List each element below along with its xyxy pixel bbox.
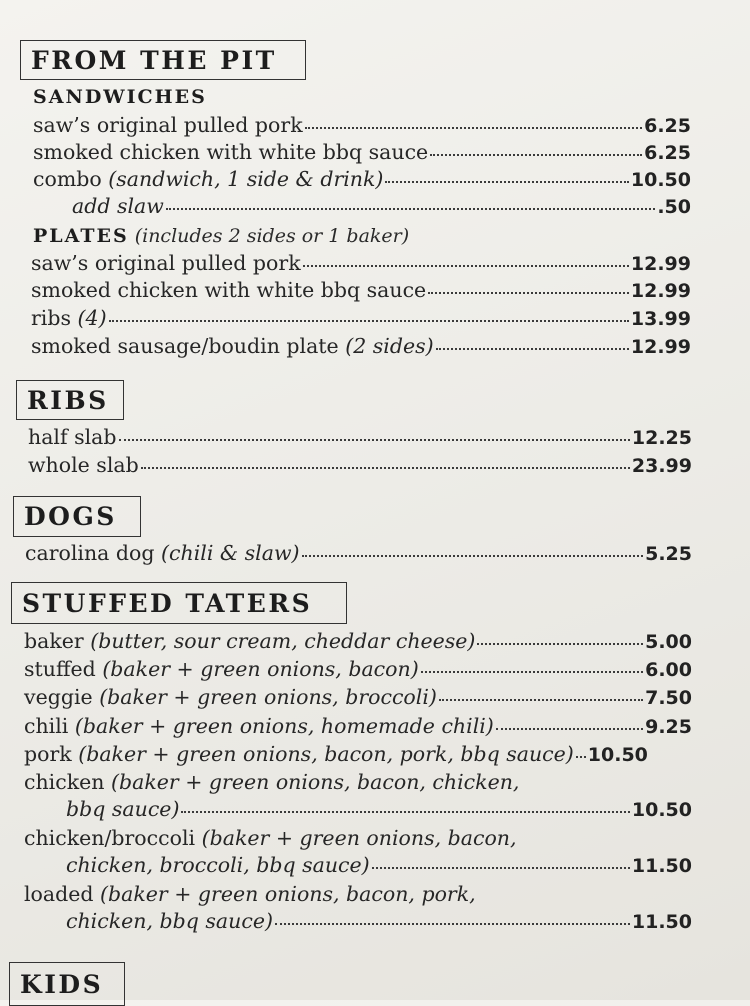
- item-name: veggie: [24, 685, 93, 709]
- item-price: 12.99: [630, 280, 691, 302]
- item-note: (4): [77, 306, 107, 330]
- item-name: smoked chicken with white bbq sauce: [33, 140, 429, 164]
- menu-item: [24, 742, 692, 766]
- leader-dots: [576, 756, 586, 758]
- item-name: whole slab: [28, 453, 139, 477]
- item-name: carolina dog: [25, 541, 155, 565]
- menu-item-line1: [24, 882, 476, 906]
- leader-dots: [181, 811, 629, 813]
- item-price: 6.25: [644, 115, 691, 137]
- menu-item: [31, 306, 691, 330]
- item-name: chicken/broccoli: [24, 826, 196, 850]
- menu-item: [28, 453, 692, 477]
- item-name: smoked chicken with white bbq sauce: [31, 278, 427, 302]
- item-price: 5.25: [645, 543, 692, 565]
- leader-dots: [428, 292, 629, 294]
- menu-item: [66, 909, 692, 933]
- leader-dots: [496, 728, 643, 730]
- menu-item: [72, 194, 691, 218]
- item-note: (baker + green onions, bacon, pork, bbq sauce): [78, 742, 574, 766]
- section-title: DOGS: [24, 502, 117, 531]
- leader-dots: [477, 643, 643, 645]
- menu-item: [24, 657, 692, 681]
- section-title: STUFFED TATERS: [22, 588, 313, 618]
- item-price: 13.99: [630, 308, 691, 330]
- menu-item-line1: [24, 826, 517, 850]
- leader-dots: [385, 181, 628, 183]
- menu-item: [24, 714, 692, 738]
- menu-item: [66, 853, 692, 877]
- item-name: loaded: [24, 882, 94, 906]
- menu-item: [66, 797, 692, 821]
- item-note: (baker + green onions, bacon): [102, 657, 419, 681]
- item-name: combo: [33, 167, 102, 191]
- leader-dots: [421, 671, 643, 673]
- item-name: baker: [24, 629, 84, 653]
- section-title: KIDS: [20, 969, 104, 999]
- item-price: 12.99: [630, 336, 691, 358]
- item-note: (butter, sour cream, cheddar cheese): [90, 629, 476, 653]
- item-name: half slab: [28, 425, 117, 449]
- item-note: (2 sides): [345, 334, 434, 358]
- section-header-stuffed-taters: [11, 582, 347, 624]
- item-price: 23.99: [631, 455, 692, 477]
- item-price: 6.00: [645, 659, 692, 681]
- item-note: (baker + green onions, homemade chili): [74, 714, 494, 738]
- item-price: 11.50: [631, 911, 692, 933]
- leader-dots: [302, 555, 644, 557]
- menu-item: [24, 685, 692, 709]
- menu-item: [28, 425, 692, 449]
- menu-item: [33, 113, 691, 137]
- item-price: .50: [657, 196, 691, 218]
- leader-dots: [372, 867, 630, 869]
- item-price: 11.50: [631, 855, 692, 877]
- leader-dots: [436, 348, 629, 350]
- plates-note: (includes 2 sides or 1 baker): [134, 225, 410, 247]
- leader-dots: [109, 320, 629, 322]
- item-price: 9.25: [645, 716, 692, 738]
- item-note-cont: chicken, bbq sauce): [66, 909, 273, 933]
- section-title: RIBS: [27, 385, 109, 415]
- menu-item: [33, 167, 691, 191]
- item-price: 5.00: [645, 631, 692, 653]
- item-note-cont: chicken, broccoli, bbq sauce): [66, 853, 370, 877]
- item-price: 7.50: [645, 687, 692, 709]
- menu-item: [25, 541, 692, 565]
- leader-dots: [430, 154, 642, 156]
- item-note: (sandwich, 1 side & drink): [108, 167, 384, 191]
- menu-item: [31, 278, 691, 302]
- item-note: (baker + green onions, bacon, chicken,: [111, 770, 520, 794]
- menu-item: [24, 629, 692, 653]
- item-name: ribs: [31, 306, 71, 330]
- item-name: pork: [24, 742, 72, 766]
- item-note: (baker + green onions, broccoli): [99, 685, 437, 709]
- menu-item: [31, 251, 691, 275]
- item-note: (baker + green onions, bacon,: [201, 826, 517, 850]
- leader-dots: [166, 208, 655, 210]
- section-header-dogs: [13, 496, 141, 537]
- item-price: 12.25: [631, 427, 692, 449]
- item-note: (baker + green onions, bacon, pork,: [100, 882, 476, 906]
- leader-dots: [119, 439, 630, 441]
- item-price: 12.99: [630, 253, 691, 275]
- menu-item: [31, 334, 691, 358]
- section-header-kids: [9, 962, 125, 1006]
- item-name: stuffed: [24, 657, 96, 681]
- section-title: FROM THE PIT: [31, 45, 277, 75]
- leader-dots: [303, 265, 629, 267]
- leader-dots: [305, 127, 642, 129]
- item-name: saw’s original pulled pork: [33, 113, 303, 137]
- item-name: chicken: [24, 770, 105, 794]
- leader-dots: [275, 923, 630, 925]
- item-note: (chili & slaw): [161, 541, 300, 565]
- subheading-sandwiches: SANDWICHES: [33, 86, 207, 108]
- menu-item-line1: [24, 770, 519, 794]
- item-name: saw’s original pulled pork: [31, 251, 301, 275]
- leader-dots: [141, 467, 630, 469]
- item-note-cont: bbq sauce): [66, 797, 180, 821]
- item-price: 6.25: [644, 142, 691, 164]
- section-header-from-the-pit: [20, 40, 306, 80]
- menu-item: [33, 140, 691, 164]
- item-price: 10.50: [631, 799, 692, 821]
- item-price: 10.50: [587, 744, 648, 766]
- item-name: smoked sausage/boudin plate: [31, 334, 339, 358]
- item-name: chili: [24, 714, 69, 738]
- leader-dots: [439, 699, 643, 701]
- item-name: add slaw: [72, 194, 164, 218]
- section-header-ribs: [16, 380, 124, 420]
- subheading-plates: PLATES (includes 2 sides or 1 baker): [33, 225, 410, 247]
- item-price: 10.50: [630, 169, 691, 191]
